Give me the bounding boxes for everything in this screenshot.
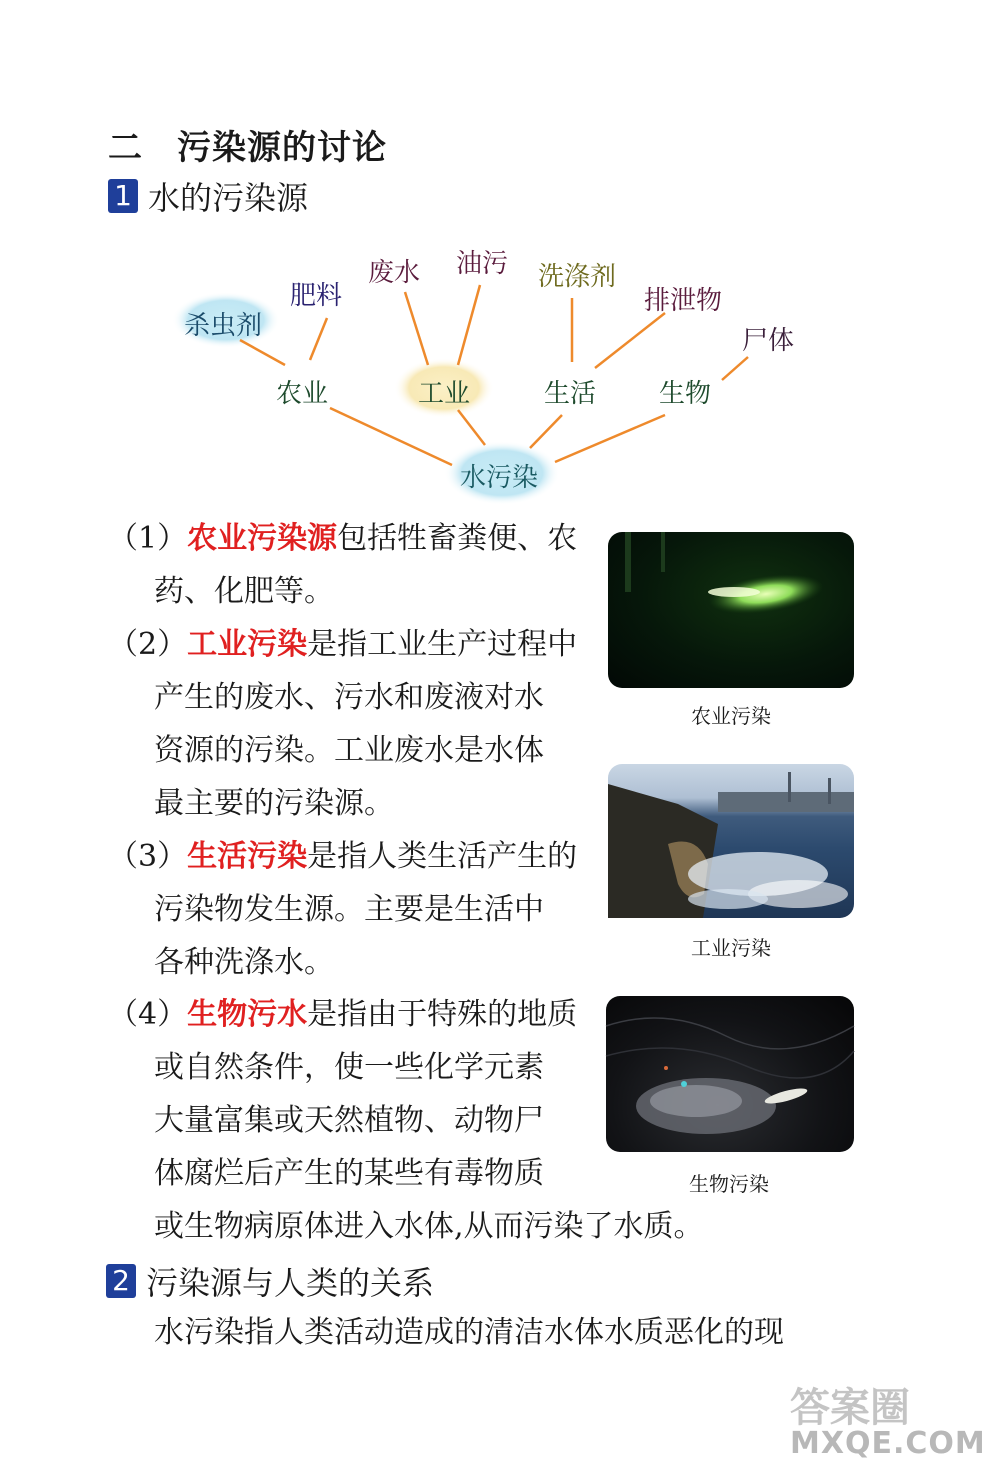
- diagram-node-life: 生活: [544, 379, 597, 409]
- link-industry-oil: [458, 285, 480, 365]
- photo-illustration: [606, 996, 854, 1152]
- paragraph-text: 是指工业生产过程中: [307, 627, 578, 662]
- diagram-node-biology: 生物: [659, 379, 712, 409]
- highlight-term: 工业污染: [187, 627, 308, 662]
- paragraph-line: [108, 618, 577, 671]
- paragraph-line: 产生的废水、污水和废液对水: [154, 680, 544, 715]
- paragraph-line: 最主要的污染源。: [154, 786, 394, 821]
- watermark-url: MXQE.COM: [790, 1426, 986, 1461]
- link-agriculture-pesticide: [240, 340, 285, 365]
- link-biology-corpse: [722, 357, 748, 380]
- link-industry-wastewater: [405, 292, 428, 365]
- link-life-excreta: [595, 313, 665, 368]
- link-center-life: [530, 415, 562, 448]
- paragraph-line: 或自然条件，使一些化学元素: [154, 1050, 544, 1085]
- diagram-leaf-detergent: 洗涤剂: [538, 262, 617, 292]
- paragraph-text: 是指由于特殊的地质: [307, 997, 578, 1032]
- subsection-title: 水的污染源: [148, 179, 309, 217]
- paragraph-line: [108, 830, 577, 883]
- subsection-title: 污染源与人类的关系: [146, 1264, 435, 1302]
- link-agriculture-fertilizer: [310, 318, 327, 360]
- industry-pollution-photo: [608, 764, 854, 918]
- photo-caption: 生物污染: [689, 1172, 769, 1196]
- diagram-center-node: 水污染: [460, 463, 539, 493]
- diagram-leaf-oil: 油污: [456, 249, 509, 279]
- diagram-leaf-pesticide: 杀虫剂: [184, 311, 263, 341]
- paragraph-number: （4）: [108, 997, 188, 1032]
- paragraph-line: 或生物病原体进入水体,从而污染了水质。: [154, 1209, 704, 1244]
- section-number: 二: [108, 128, 143, 168]
- section-heading: [108, 120, 387, 169]
- link-center-biology: [555, 415, 665, 462]
- paragraph-line: 体腐烂后产生的某些有毒物质: [154, 1156, 544, 1191]
- diagram-node-agriculture: 农业: [276, 379, 329, 409]
- link-center-industry: [458, 410, 485, 445]
- paragraph-line: 各种洗涤水。: [154, 945, 334, 980]
- section-title: 污染源的讨论: [177, 128, 387, 168]
- diagram-leaf-fertilizer: 肥料: [290, 281, 343, 311]
- subsection-1-heading: [108, 173, 308, 219]
- paragraph-line: 药、化肥等。: [154, 574, 334, 609]
- paragraph-text: 是指人类生活产生的: [307, 839, 578, 874]
- paragraph-number: （2）: [108, 627, 188, 662]
- highlight-term: 农业污染源: [187, 521, 338, 556]
- diagram-leaf-corpse: 尸体: [742, 326, 795, 356]
- subsection-badge: 1: [108, 179, 138, 213]
- closing-line: 水污染指人类活动造成的清洁水体水质恶化的现: [154, 1315, 784, 1350]
- watermark-logo: 答案圈: [790, 1385, 910, 1431]
- paragraph-1: [108, 512, 577, 618]
- paragraph-line: 资源的污染。工业废水是水体: [154, 733, 544, 768]
- paragraph-line: 大量富集或天然植物、动物尸: [154, 1103, 544, 1138]
- subsection-badge: 2: [106, 1264, 136, 1298]
- paragraph-line: [108, 512, 577, 565]
- biology-pollution-photo: [606, 996, 854, 1152]
- diagram-leaf-wastewater: 废水: [368, 258, 421, 288]
- water-pollution-diagram: [0, 230, 964, 510]
- paragraph-line: 污染物发生源。主要是生活中: [154, 892, 544, 927]
- paragraph-3: [108, 830, 577, 989]
- photo-illustration: [608, 532, 854, 688]
- paragraph-text: 包括牲畜粪便、农: [337, 521, 578, 556]
- photo-illustration: [608, 764, 854, 918]
- diagram-leaf-excreta: 排泄物: [644, 286, 723, 316]
- paragraph-number: （1）: [108, 521, 188, 556]
- diagram-node-industry: 工业: [418, 379, 471, 409]
- paragraph-number: （3）: [108, 839, 188, 874]
- photo-caption: 农业污染: [691, 704, 771, 728]
- subsection-2-heading: [106, 1258, 434, 1304]
- highlight-term: 生物污水: [187, 997, 308, 1032]
- photo-caption: 工业污染: [691, 936, 771, 960]
- agriculture-pollution-photo: [608, 532, 854, 688]
- highlight-term: 生活污染: [187, 839, 308, 874]
- paragraph-2: [108, 618, 577, 830]
